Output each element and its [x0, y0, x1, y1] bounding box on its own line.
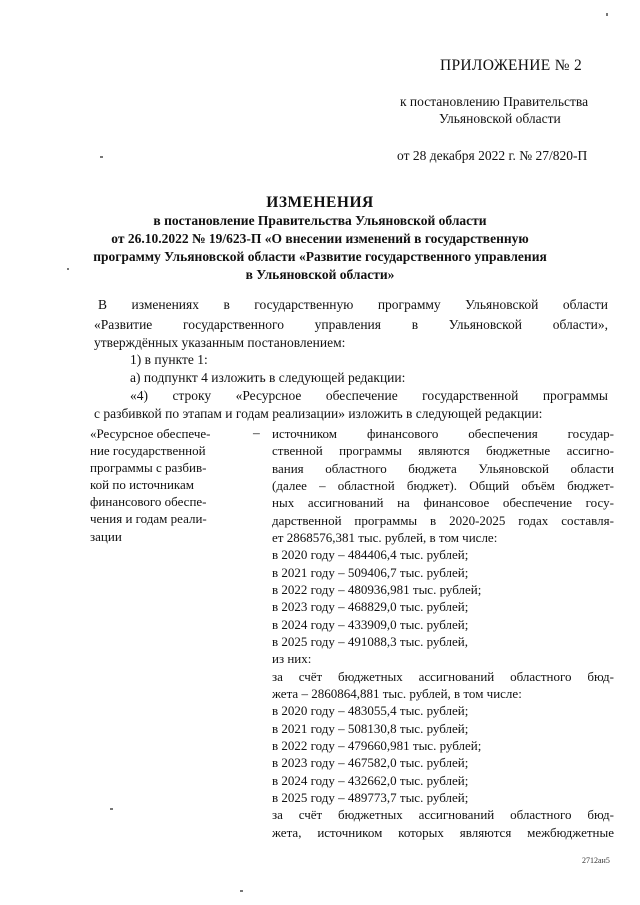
- word: государственную: [254, 297, 354, 312]
- table-right-line: в 2023 году – 467582,0 тыс. рублей;: [272, 755, 469, 771]
- table-right-line: в 2020 году – 483055,4 тыс. рублей;: [272, 703, 469, 719]
- appendix-reference-line1: к постановлению Правительства: [400, 94, 589, 109]
- document-title-line3: программу Ульяновской области «Развитие государственного управления: [93, 249, 547, 264]
- table-right-line: в 2022 году – 479660,981 тыс. рублей;: [272, 737, 482, 753]
- table-right-line: ственной программы являются бюджетные ассигно-: [272, 443, 614, 459]
- table-right-line: источником финансового обеспечения государ-: [272, 426, 614, 441]
- word: управления: [314, 317, 381, 332]
- table-right-line: в 2022 году – 480936,981 тыс. рублей;: [272, 581, 482, 597]
- table-right-line: в 2025 году – 491088,3 тыс. рублей,: [272, 633, 468, 649]
- appendix-reference-line2: Ульяновской области: [439, 111, 561, 126]
- table-right-line: вания областного бюджета Ульяновской области: [272, 460, 614, 476]
- word: области»,: [552, 317, 608, 332]
- table-left-line: чения и годам реали-: [90, 511, 207, 527]
- table-right-line: ет 2868576,381 тыс. рублей, в том числе:: [272, 529, 498, 545]
- word: в: [411, 317, 419, 332]
- table-right-line: за счёт бюджетных ассигнований областного бюд-: [272, 807, 614, 823]
- scan-speck: [240, 890, 243, 892]
- footer-code: 2712ан5: [582, 856, 610, 865]
- table-left-line: кой по источникам: [90, 477, 195, 493]
- table-right-line: за счёт бюджетных ассигнований областного бюд-: [272, 668, 614, 684]
- scan-speck: [606, 13, 608, 16]
- intro-line3: утверждённых указанным постановлением:: [94, 335, 346, 350]
- document-title-line1: в постановление Правительства Ульяновской области: [153, 213, 487, 228]
- scan-speck: [100, 156, 103, 158]
- word: государственной: [422, 388, 519, 403]
- document-title-line4: в Ульяновской области»: [245, 267, 395, 282]
- table-right-line: жета – 2860864,881 тыс. рублей, в том числе:: [272, 685, 522, 701]
- word: изменениях: [131, 297, 199, 312]
- table-right-line: в 2024 году – 432662,0 тыс. рублей;: [272, 772, 469, 788]
- table-right-line: (далее – областной бюджет). Общий объём бюджет-: [272, 477, 614, 493]
- table-right-line: жета, источником которых являются межбюджетные: [272, 824, 614, 840]
- appendix-title: ПРИЛОЖЕНИЕ № 2: [440, 57, 583, 74]
- item-4-line1: [130, 388, 608, 404]
- table-right-line: в 2020 году – 484406,4 тыс. рублей;: [272, 547, 469, 563]
- intro-line2: [94, 317, 608, 333]
- table-left-column: [90, 425, 250, 545]
- word: строку: [172, 388, 212, 403]
- document-title-line2: от 26.10.2022 № 19/623-П «О внесении изменений в государственную: [111, 231, 529, 246]
- word: Ульяновской: [448, 317, 523, 332]
- table-right-line: в 2021 году – 509406,7 тыс. рублей;: [272, 564, 469, 580]
- word: обеспечение: [325, 388, 398, 403]
- word: государственного: [183, 317, 284, 332]
- intro-line1: [98, 297, 608, 313]
- table-right-line: из них:: [272, 651, 312, 667]
- appendix-date: от 28 декабря 2022 г. № 27/820-П: [397, 148, 588, 163]
- table-right-line: в 2025 году – 489773,7 тыс. рублей;: [272, 789, 469, 805]
- scan-speck: [110, 808, 113, 810]
- table-right-line: дарственной программы в 2020-2025 годах составля-: [272, 512, 614, 528]
- table-right-line: в 2024 году – 433909,0 тыс. рублей;: [272, 616, 469, 632]
- item-1a: а) подпункт 4 изложить в следующей редакции:: [130, 370, 406, 385]
- word: «Развитие: [94, 317, 153, 332]
- document-heading: ИЗМЕНЕНИЯ: [266, 194, 374, 211]
- item-1: 1) в пункте 1:: [130, 352, 208, 367]
- word: «Ресурсное: [235, 388, 302, 403]
- word: программу: [377, 297, 441, 312]
- table-left-line: финансового обеспе-: [90, 494, 207, 510]
- word: В: [98, 297, 108, 312]
- table-left-line: зации: [90, 528, 122, 544]
- word: Ульяновской: [465, 297, 539, 312]
- table-dash: –: [253, 425, 260, 440]
- word: в: [223, 297, 230, 312]
- word: «4): [130, 388, 148, 403]
- word: программы: [542, 388, 608, 403]
- table-right-line: в 2023 году – 468829,0 тыс. рублей;: [272, 599, 469, 615]
- item-4-line2: с разбивкой по этапам и годам реализации» изложить в следующей редакции:: [94, 406, 543, 421]
- scan-speck: [67, 268, 69, 270]
- table-left-line: «Ресурсное обеспече-: [90, 426, 211, 441]
- table-right-line: ных ассигнований на финансовое обеспечение госу-: [272, 495, 614, 511]
- table-right-column: [272, 425, 614, 841]
- table-right-line: в 2021 году – 508130,8 тыс. рублей;: [272, 720, 469, 736]
- word: области: [562, 297, 608, 312]
- table-left-line: программы с разбив-: [90, 460, 207, 476]
- table-left-line: ние государственной: [90, 443, 206, 459]
